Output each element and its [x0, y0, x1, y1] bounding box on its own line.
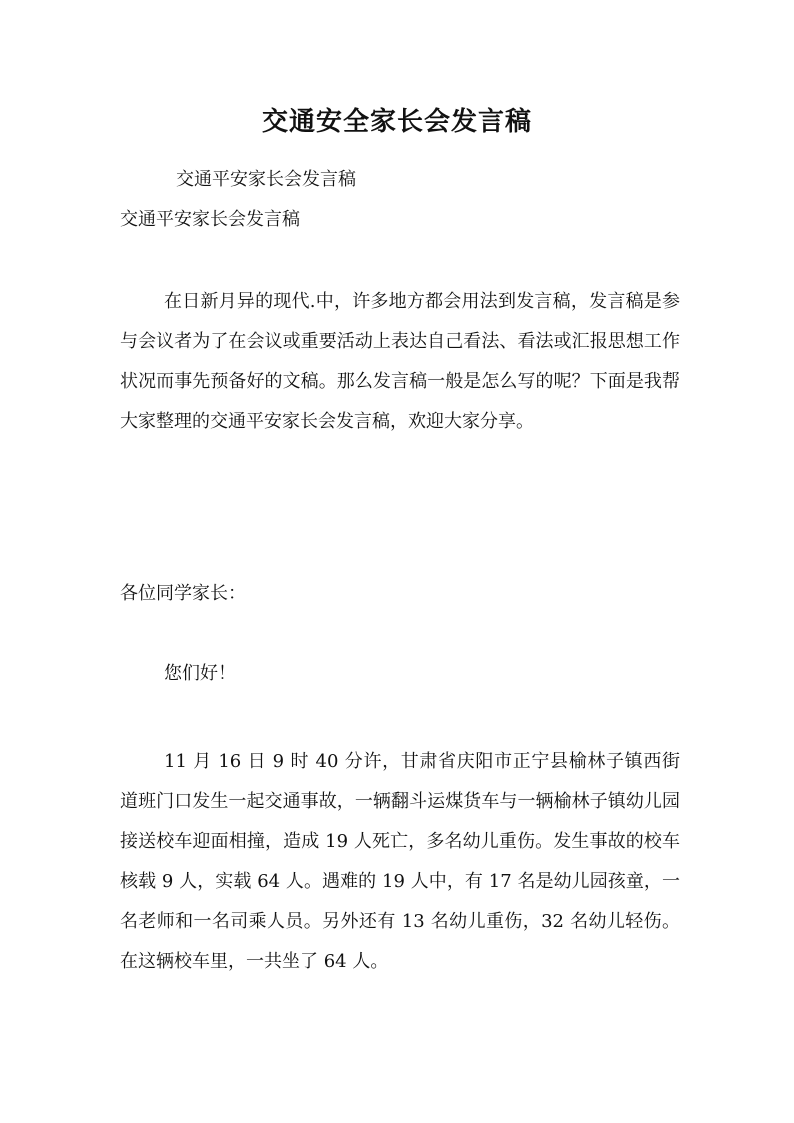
document-title: 交通安全家长会发言稿	[261, 107, 532, 137]
incident-paragraph: 11 月 16 日 9 时 40 分许，甘肃省庆阳市正宁县榆林子镇西街道班门口发生一起交通事故，一辆翻斗运煤货车与一辆榆林子镇幼儿园接送校车迎面相撞，造成 19 人死亡，多名幼儿重伤。发生事故的校车核载 9 人，实载 64 人。遇难的 19 人中，有 17 名是幼儿园孩童，一名老师和一名司乘人员。另外还有 13 名幼儿重伤，32 名幼儿轻伤。在这辆校车里，一共坐了 64 人。	[120, 751, 680, 972]
hello-line: 您们好！	[164, 663, 236, 684]
greeting-line: 各位同学家长：	[120, 583, 246, 604]
subtitle-line-2: 交通平安家长会发言稿	[120, 209, 300, 230]
subtitle-line-1: 交通平安家长会发言稿	[176, 169, 356, 190]
intro-paragraph: 在日新月异的现代.中，许多地方都会用法到发言稿，发言稿是参与会议者为了在会议或重要活动上表达自己看法、看法或汇报思想工作状况而事先预备好的文稿。那么发言稿一般是怎么写的呢？下面是我帮大家整理的交通平安家长会发言稿，欢迎大家分享。	[120, 291, 680, 432]
